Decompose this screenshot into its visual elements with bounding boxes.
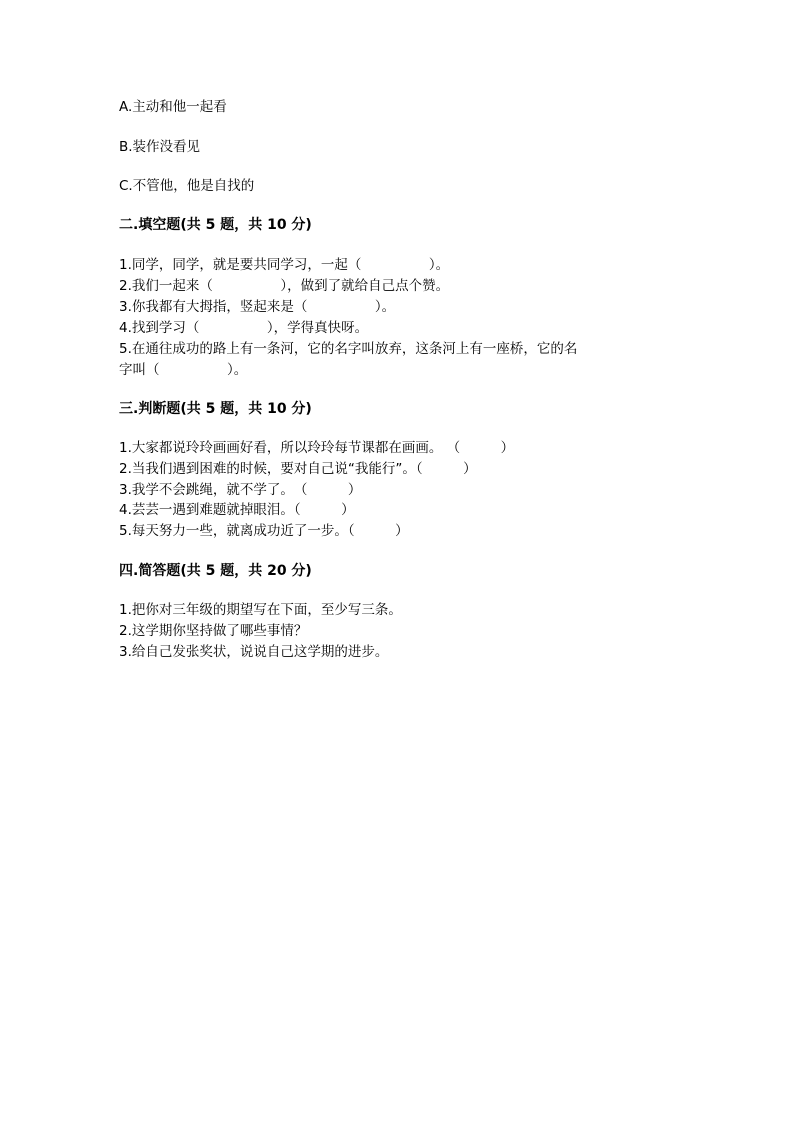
- short-answer-item-2: 2.这学期你坚持做了哪些事情？: [119, 623, 308, 639]
- section-judgement-heading: 三.判断题(共 5 题，共 10 分): [119, 401, 312, 417]
- short-answer-item-3: 3.给自己发张奖状，说说自己这学期的进步。: [119, 644, 389, 660]
- short-answer-item-1: 1.把你对三年级的期望写在下面，至少写三条。: [119, 602, 402, 618]
- section-short-answer-heading: 四.简答题(共 5 题，共 20 分): [119, 563, 312, 579]
- judgement-item-1: 1.大家都说玲玲画画好看，所以玲玲每节课都在画画。 （ ）: [119, 440, 515, 456]
- fill-blank-item-2: 2.我们一起来（ ），做到了就给自己点个赞。: [119, 278, 450, 294]
- section-fill-blank-heading: 二.填空题(共 5 题，共 10 分): [119, 217, 312, 233]
- fill-blank-item-3: 3.你我都有大拇指，竖起来是（ ）。: [119, 299, 396, 315]
- judgement-item-4: 4.芸芸一遇到难题就掉眼泪。（ ）: [119, 502, 355, 518]
- fill-blank-item-1: 1.同学，同学，就是要共同学习，一起（ ）。: [119, 257, 450, 273]
- fill-blank-item-5: 5.在通往成功的路上有一条河，它的名字叫放弃，这条河上有一座桥，它的名: [119, 341, 578, 357]
- option-b: B.装作没看见: [119, 139, 201, 155]
- option-a: A.主动和他一起看: [119, 99, 227, 115]
- judgement-item-3: 3.我学不会跳绳，就不学了。 （ ）: [119, 482, 362, 498]
- fill-blank-item-4: 4.找到学习（ ），学得真快呀。: [119, 320, 369, 336]
- option-c: C.不管他，他是自找的: [119, 178, 255, 194]
- fill-blank-item-5-cont: 字叫（ ）。: [119, 362, 248, 378]
- judgement-item-2: 2.当我们遇到困难的时候，要对自己说“我能行”。（ ）: [119, 461, 477, 477]
- judgement-item-5: 5.每天努力一些，就离成功近了一步。（ ）: [119, 523, 409, 539]
